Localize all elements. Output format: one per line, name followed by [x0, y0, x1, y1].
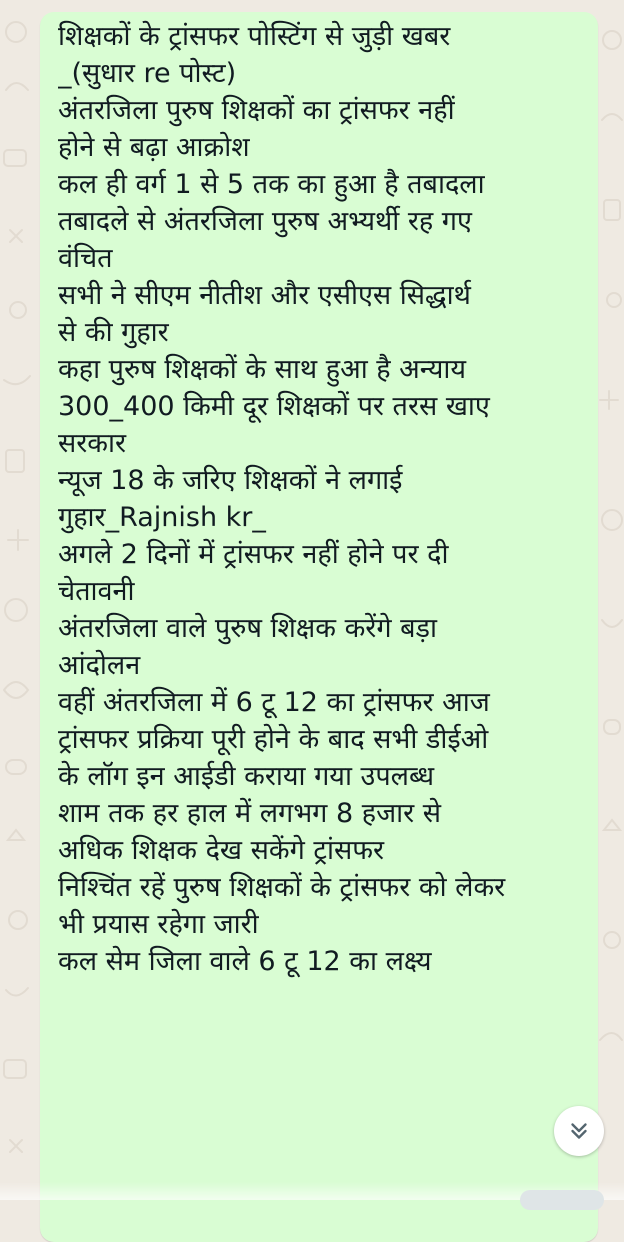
bottom-pill: [520, 1190, 604, 1210]
message-line: तबादले से अंतरजिला पुरुष अभ्यर्थी रह गए: [58, 206, 472, 237]
message-line: कल ही वर्ग 1 से 5 तक का हुआ है तबादला: [58, 169, 485, 200]
message-line: शिक्षकों के ट्रांसफर पोस्टिंग से जुड़ी खबर: [58, 21, 451, 52]
message-line: कहा पुरुष शिक्षकों के साथ हुआ है अन्याय: [58, 354, 467, 385]
message-line: अंतरजिला पुरुष शिक्षकों का ट्रांसफर नहीं: [58, 95, 455, 126]
message-line: अगले 2 दिनों में ट्रांसफर नहीं होने पर दी: [58, 539, 449, 570]
message-line: चेतावनी: [58, 576, 135, 607]
message-line: सरकार: [58, 428, 127, 459]
scroll-to-bottom-button[interactable]: [554, 1106, 604, 1156]
message-line: आंदोलन: [58, 650, 141, 681]
message-line: भी प्रयास रहेगा जारी: [58, 909, 259, 940]
message-line: _(सुधार re पोस्ट): [58, 58, 237, 89]
message-line: से की गुहार: [58, 317, 169, 348]
message-line: न्यूज 18 के जरिए शिक्षकों ने लगाई: [58, 465, 403, 496]
message-line: कल सेम जिला वाले 6 टू 12 का लक्ष्य: [58, 946, 432, 977]
message-line: वहीं अंतरजिला में 6 टू 12 का ट्रांसफर आज: [58, 687, 490, 718]
message-text: [58, 18, 598, 980]
message-line: अंतरजिला वाले पुरुष शिक्षक करेंगे बड़ा: [58, 613, 437, 644]
message-line: शाम तक हर हाल में लगभग 8 हजार से: [58, 798, 441, 829]
message-line: 300_400 किमी दूर शिक्षकों पर तरस खाए: [58, 391, 490, 422]
double-chevron-down-icon: [566, 1118, 592, 1144]
message-line: होने से बढ़ा आक्रोश: [58, 132, 250, 163]
message-line: वंचित: [58, 243, 113, 274]
message-line: के लॉग इन आईडी कराया गया उपलब्ध: [58, 761, 435, 792]
message-line: सभी ने सीएम नीतीश और एसीएस सिद्धार्थ: [58, 280, 471, 311]
message-line: गुहार_Rajnish kr_: [58, 502, 266, 533]
message-line: निश्चिंत रहें पुरुष शिक्षकों के ट्रांसफर को लेकर: [58, 872, 506, 903]
message-line: ट्रांसफर प्रक्रिया पूरी होने के बाद सभी डीईओ: [58, 724, 489, 755]
message-line: अधिक शिक्षक देख सकेंगे ट्रांसफर: [58, 835, 385, 866]
